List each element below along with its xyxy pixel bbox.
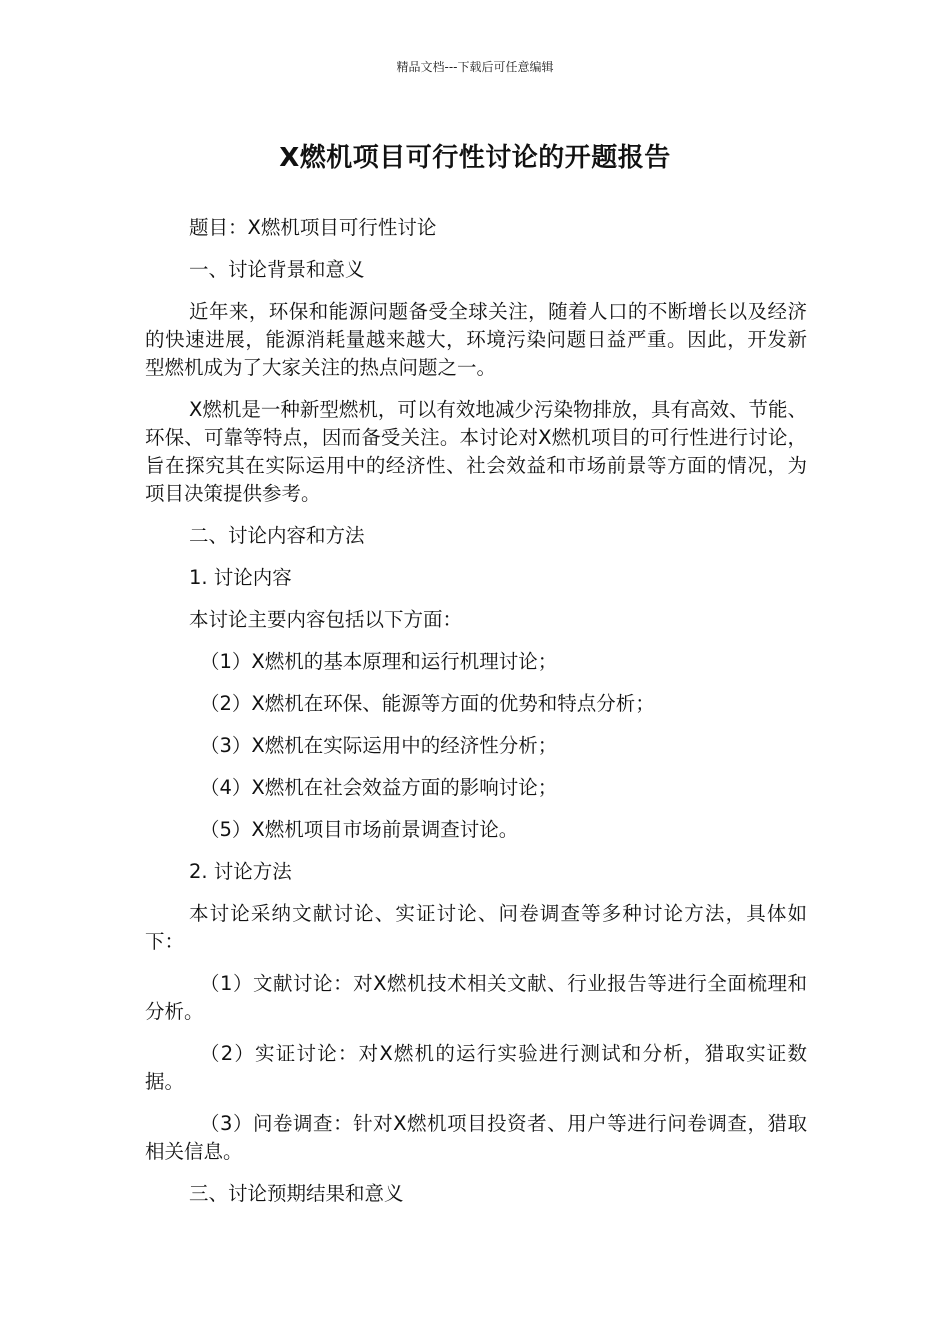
section-heading-2: 二、讨论内容和方法 xyxy=(189,524,365,547)
paragraph-background: 近年来，环保和能源问题备受全球关注，随着人口的不断增长以及经济的快速进展，能源消耗量越来越大，环境污染问题日益严重。因此，开发新型燃机成为了大家关注的热点问题之一。 xyxy=(145,300,807,379)
topic-line: 题目：X燃机项目可行性讨论 xyxy=(189,216,437,239)
list-item-content-2: （2）X燃机在环保、能源等方面的优势和特点分析； xyxy=(200,692,655,715)
document-title: X燃机项目可行性讨论的开题报告 xyxy=(279,143,671,173)
list-item-content-1: （1）X燃机的基本原理和运行机理讨论； xyxy=(200,650,558,673)
list-item-method-2: （2）实证讨论：对X燃机的运行实验进行测试和分析，猎取实证数据。 xyxy=(145,1042,807,1093)
list-item-method-3: （3）问卷调查：针对X燃机项目投资者、用户等进行问卷调查，猎取相关信息。 xyxy=(145,1112,807,1163)
subheading-method: 2. 讨论方法 xyxy=(189,860,292,883)
header-note: 精品文档---下载后可任意编辑 xyxy=(396,60,554,74)
list-item-content-5: （5）X燃机项目市场前景调查讨论。 xyxy=(200,818,519,841)
list-item-content-3: （3）X燃机在实际运用中的经济性分析； xyxy=(200,734,558,757)
document-body xyxy=(145,214,807,1222)
list-item-method-1: （1）文献讨论：对X燃机技术相关文献、行业报告等进行全面梳理和分析。 xyxy=(145,972,807,1023)
paragraph-content-intro: 本讨论主要内容包括以下方面： xyxy=(189,608,463,631)
paragraph-method-intro: 本讨论采纳文献讨论、实证讨论、问卷调查等多种讨论方法，具体如下： xyxy=(145,902,807,953)
subheading-content: 1. 讨论内容 xyxy=(189,566,292,589)
section-heading-1: 一、讨论背景和意义 xyxy=(189,258,365,281)
paragraph-significance: X燃机是一种新型燃机，可以有效地减少污染物排放，具有高效、节能、环保、可靠等特点，因而备受关注。本讨论对X燃机项目的可行性进行讨论，旨在探究其在实际运用中的经济性、社会效益和市场前景等方面的情况，为项目决策提供参考。 xyxy=(145,398,807,505)
section-heading-3: 三、讨论预期结果和意义 xyxy=(189,1182,404,1205)
list-item-content-4: （4）X燃机在社会效益方面的影响讨论； xyxy=(200,776,558,799)
